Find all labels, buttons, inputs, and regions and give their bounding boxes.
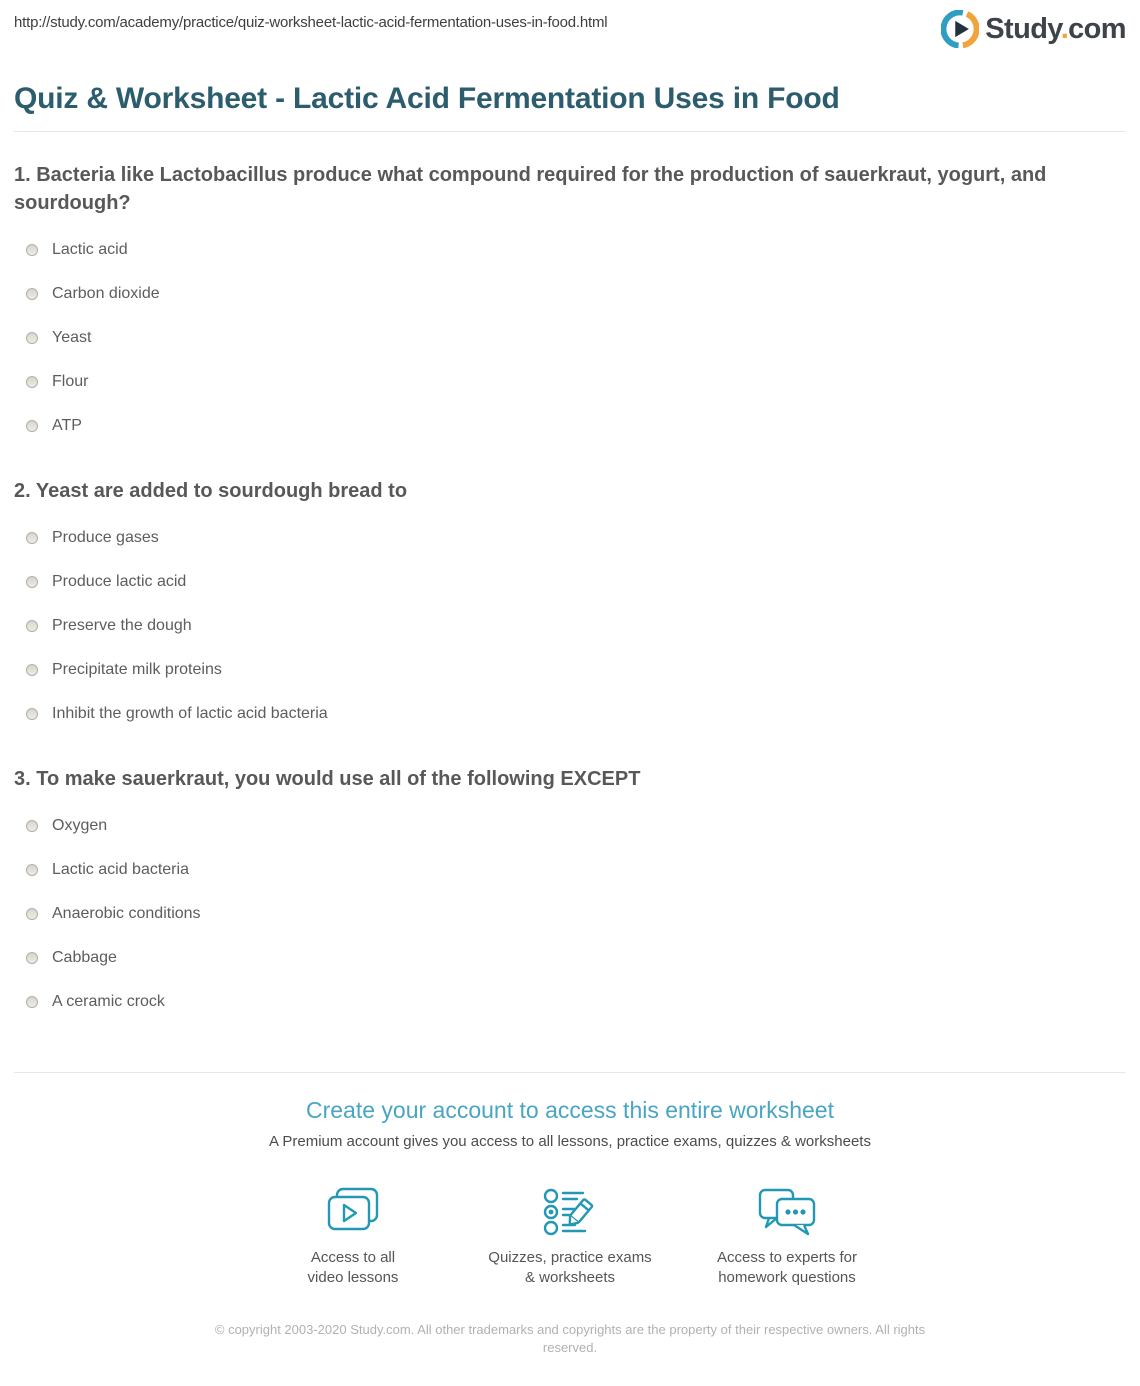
- question-2: [14, 477, 1126, 736]
- option-label: Inhibit the growth of lactic acid bacteria: [52, 705, 328, 722]
- section-divider: [14, 1072, 1126, 1073]
- option-row[interactable]: [14, 980, 1126, 1024]
- feature-quizzes: [462, 1186, 679, 1287]
- option-label: ATP: [52, 417, 82, 434]
- option-row[interactable]: [14, 560, 1126, 604]
- chat-experts-icon: [679, 1186, 896, 1238]
- studycom-logo[interactable]: [941, 10, 1126, 48]
- option-row[interactable]: [14, 892, 1126, 936]
- option-label: Flour: [52, 373, 89, 390]
- options-list: [14, 804, 1126, 1024]
- logo-text: Study.com: [985, 12, 1126, 45]
- option-label: Produce lactic acid: [52, 573, 187, 590]
- cta-subheading: A Premium account gives you access to all lessons, practice exams, quizzes & worksheets: [269, 1133, 871, 1150]
- option-label: Lactic acid bacteria: [52, 861, 189, 878]
- option-row[interactable]: [14, 692, 1126, 736]
- radio-button[interactable]: [26, 664, 38, 676]
- option-label: Yeast: [52, 329, 92, 346]
- radio-button[interactable]: [26, 864, 38, 876]
- option-label: Cabbage: [52, 949, 117, 966]
- page-url: http://study.com/academy/practice/quiz-worksheet-lactic-acid-fermentation-uses-in-food.html: [14, 14, 608, 31]
- question-prompt: 1. Bacteria like Lactobacillus produce what compound required for the production of sauerkraut, yogurt, and sourdough?: [14, 164, 1047, 214]
- title-divider: [14, 131, 1126, 132]
- option-row[interactable]: [14, 360, 1126, 404]
- question-3: [14, 765, 1126, 1024]
- radio-button[interactable]: [26, 952, 38, 964]
- radio-button[interactable]: [26, 532, 38, 544]
- option-row[interactable]: [14, 316, 1126, 360]
- feature-video-lessons: [245, 1186, 462, 1287]
- radio-button[interactable]: [26, 244, 38, 256]
- radio-button[interactable]: [26, 576, 38, 588]
- option-row[interactable]: [14, 604, 1126, 648]
- feature-experts: [679, 1186, 896, 1287]
- option-row[interactable]: [14, 936, 1126, 980]
- radio-button[interactable]: [26, 620, 38, 632]
- video-lessons-icon: [245, 1186, 462, 1238]
- options-list: [14, 516, 1126, 736]
- features-row: [14, 1186, 1126, 1287]
- radio-button[interactable]: [26, 708, 38, 720]
- feature-caption: Access to experts for homework questions: [716, 1249, 858, 1286]
- feature-caption: Quizzes, practice exams & worksheets: [488, 1249, 652, 1286]
- copyright-text: © copyright 2003-2020 Study.com. All other trademarks and copyrights are the property of their respective owners. All rights reserved.: [214, 1322, 926, 1355]
- option-row[interactable]: [14, 516, 1126, 560]
- cta-heading[interactable]: Create your account to access this entire worksheet: [306, 1097, 834, 1123]
- feature-caption: Access to all video lessons: [307, 1249, 399, 1286]
- radio-button[interactable]: [26, 376, 38, 388]
- question-prompt: 3. To make sauerkraut, you would use all of the following EXCEPT: [14, 768, 641, 790]
- option-label: Carbon dioxide: [52, 285, 160, 302]
- cta-section: [14, 1097, 1126, 1356]
- radio-button[interactable]: [26, 820, 38, 832]
- option-row[interactable]: [14, 848, 1126, 892]
- question-prompt: 2. Yeast are added to sourdough bread to: [14, 480, 408, 502]
- radio-button[interactable]: [26, 908, 38, 920]
- option-label: Lactic acid: [52, 241, 128, 258]
- option-row[interactable]: [14, 804, 1126, 848]
- option-row[interactable]: [14, 228, 1126, 272]
- question-1: [14, 161, 1126, 448]
- radio-button[interactable]: [26, 288, 38, 300]
- option-label: Precipitate milk proteins: [52, 661, 222, 678]
- option-label: Anaerobic conditions: [52, 905, 201, 922]
- page-header: [14, 10, 1126, 48]
- option-row[interactable]: [14, 404, 1126, 448]
- options-list: [14, 228, 1126, 448]
- option-label: Oxygen: [52, 817, 108, 834]
- option-row[interactable]: [14, 272, 1126, 316]
- logo-play-icon: [941, 10, 979, 48]
- radio-button[interactable]: [26, 420, 38, 432]
- page-title: Quiz & Worksheet - Lactic Acid Fermentation Uses in Food: [14, 82, 840, 115]
- quiz-worksheet-icon: [462, 1186, 679, 1238]
- radio-button[interactable]: [26, 996, 38, 1008]
- option-label: Produce gases: [52, 529, 159, 546]
- radio-button[interactable]: [26, 332, 38, 344]
- option-row[interactable]: [14, 648, 1126, 692]
- option-label: Preserve the dough: [52, 617, 192, 634]
- option-label: A ceramic crock: [52, 993, 165, 1010]
